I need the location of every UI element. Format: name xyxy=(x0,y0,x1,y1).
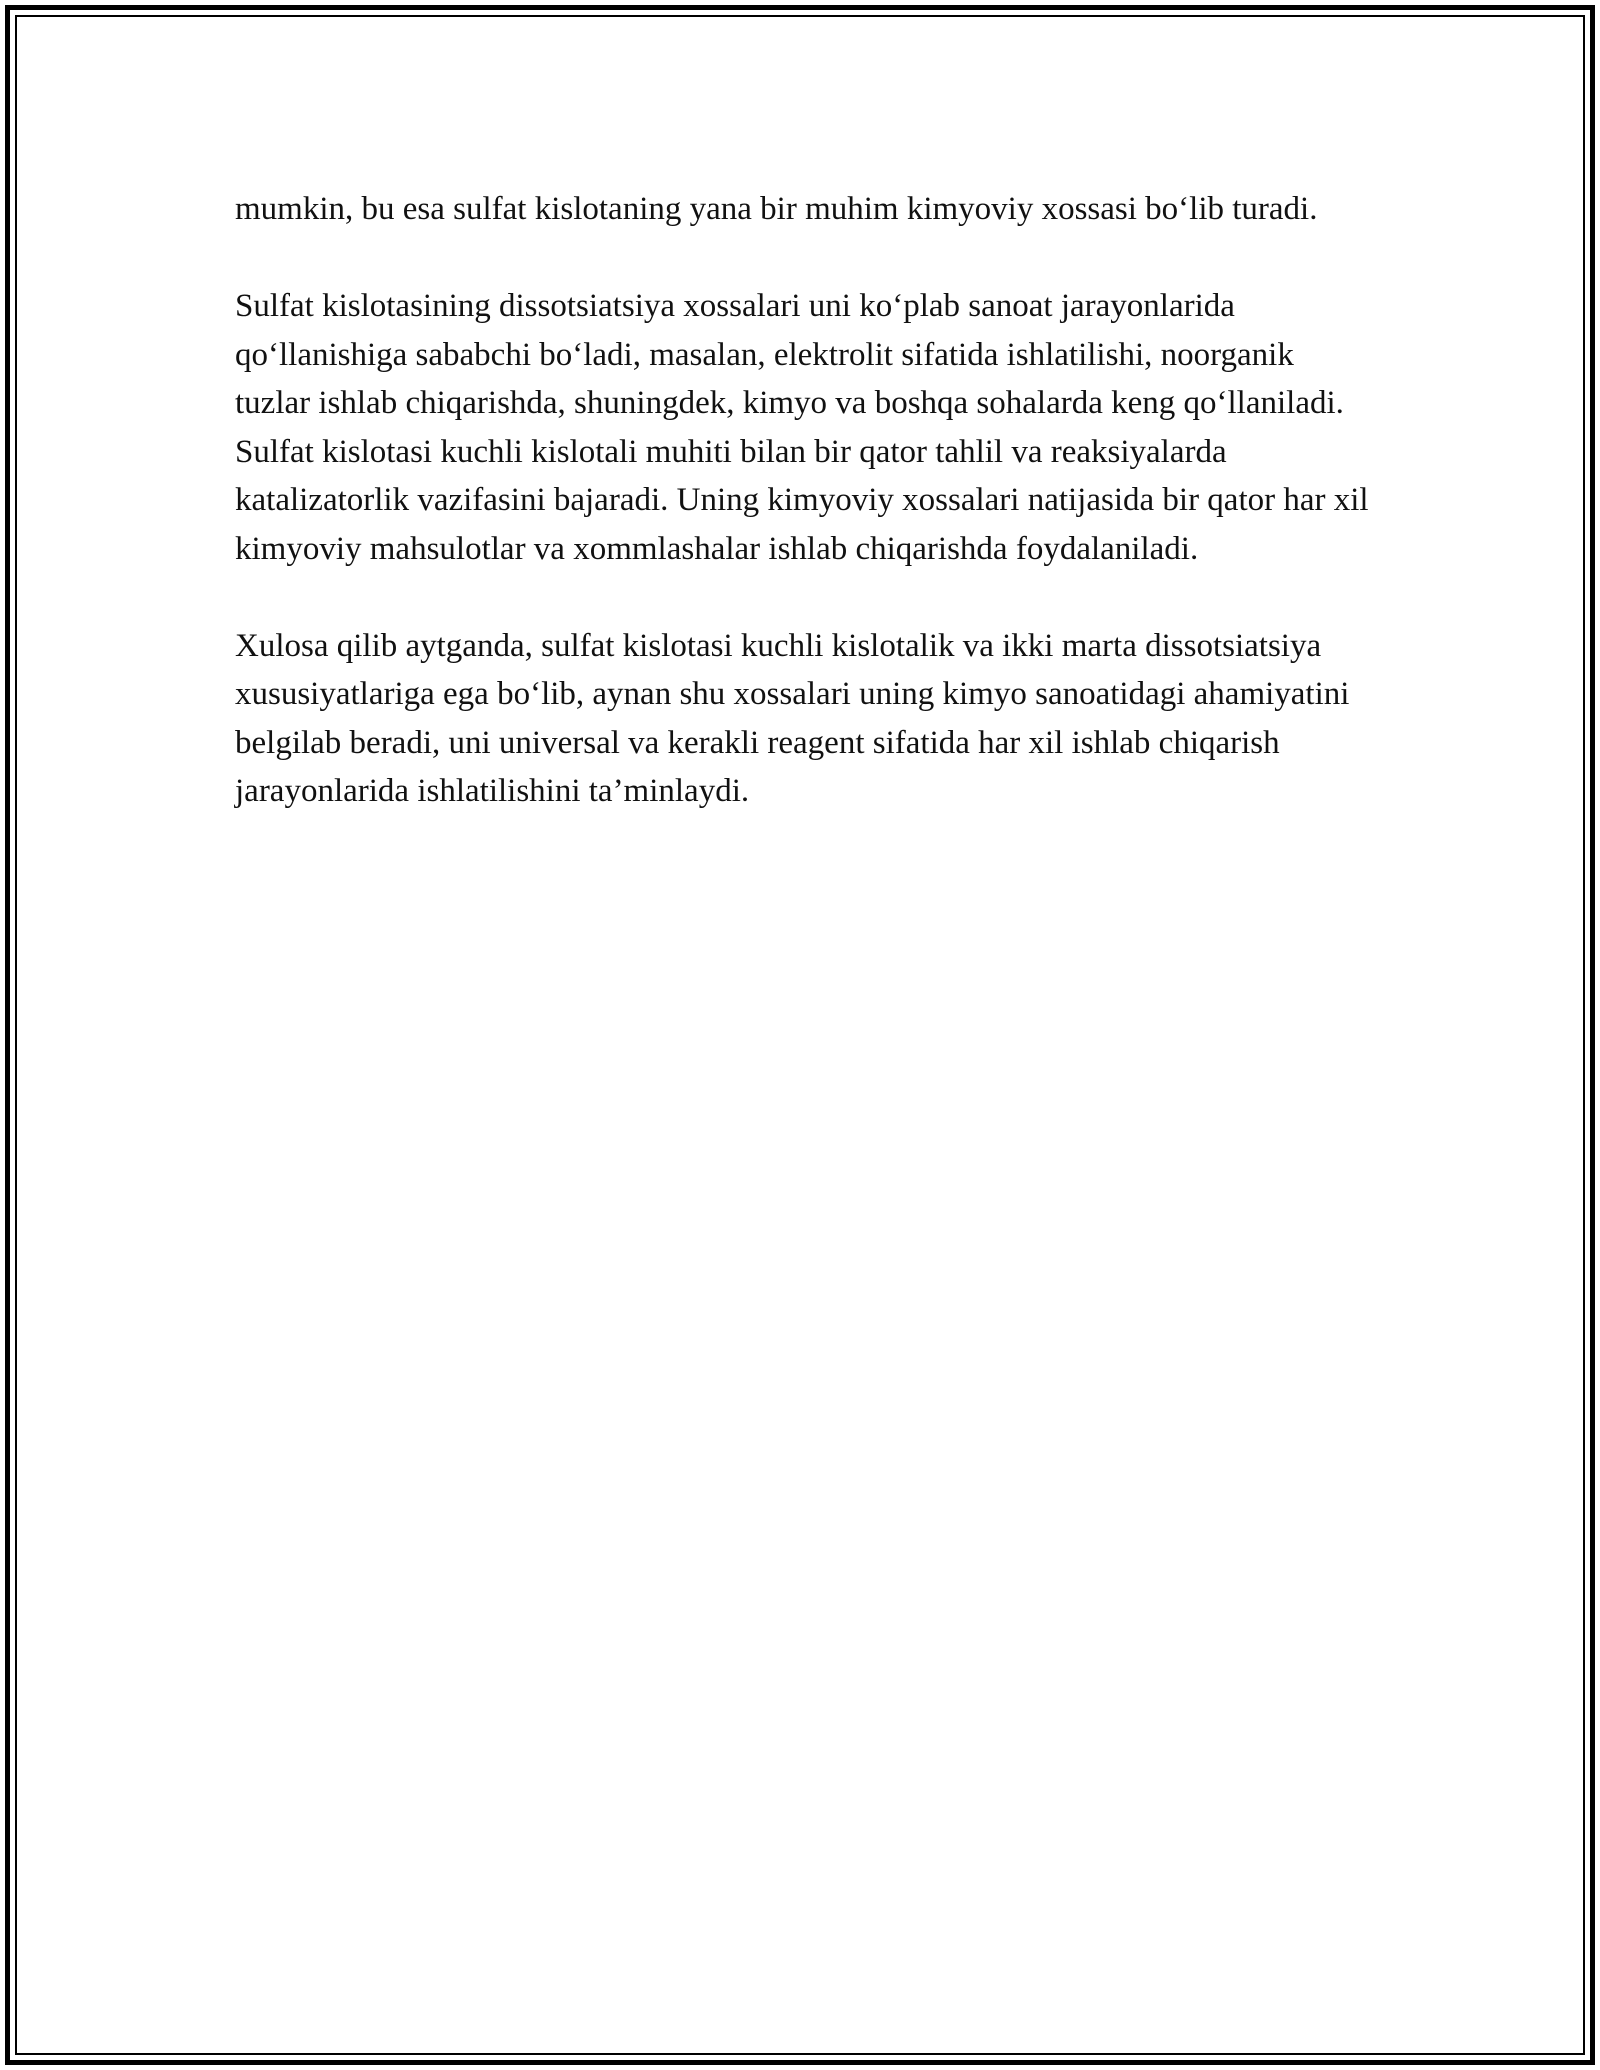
paragraph-dissociation-uses: Sulfat kislotasining dissotsiatsiya xossalari uni ko‘plab sanoat jarayonlarida qo‘llanishiga sababchi bo‘ladi, masalan, elektrolit sifatida ishlatilishi, noorganik tuzlar ishlab chiqarishda, shuningdek, kimyo va boshqa sohalarda keng qo‘llaniladi. Sulfat kislotasi kuchli kislotali muhiti bilan bir qator tahlil va reaksiyalarda katalizatorlik vazifasini bajaradi. Uning kimyoviy xossalari natijasida bir qator har xil kimyoviy mahsulotlar va xommlashalar ishlab chiqarishda foydalaniladi. xyxy=(235,288,1369,567)
paragraph-continuation: mumkin, bu esa sulfat kislotaning yana bir muhim kimyoviy xossasi bo‘lib turadi. xyxy=(235,191,1318,227)
document-body xyxy=(235,185,1375,864)
paragraph-conclusion: Xulosa qilib aytganda, sulfat kislotasi kuchli kislotalik va ikki marta dissotsiatsiya xususiyatlariga ega bo‘lib, aynan shu xossalari uning kimyo sanoatidagi ahamiyatini belgilab beradi, uni universal va kerakli reagent sifatida har xil ishlab chiqarish jarayonlarida ishlatilishini ta’minlaydi. xyxy=(235,627,1350,809)
